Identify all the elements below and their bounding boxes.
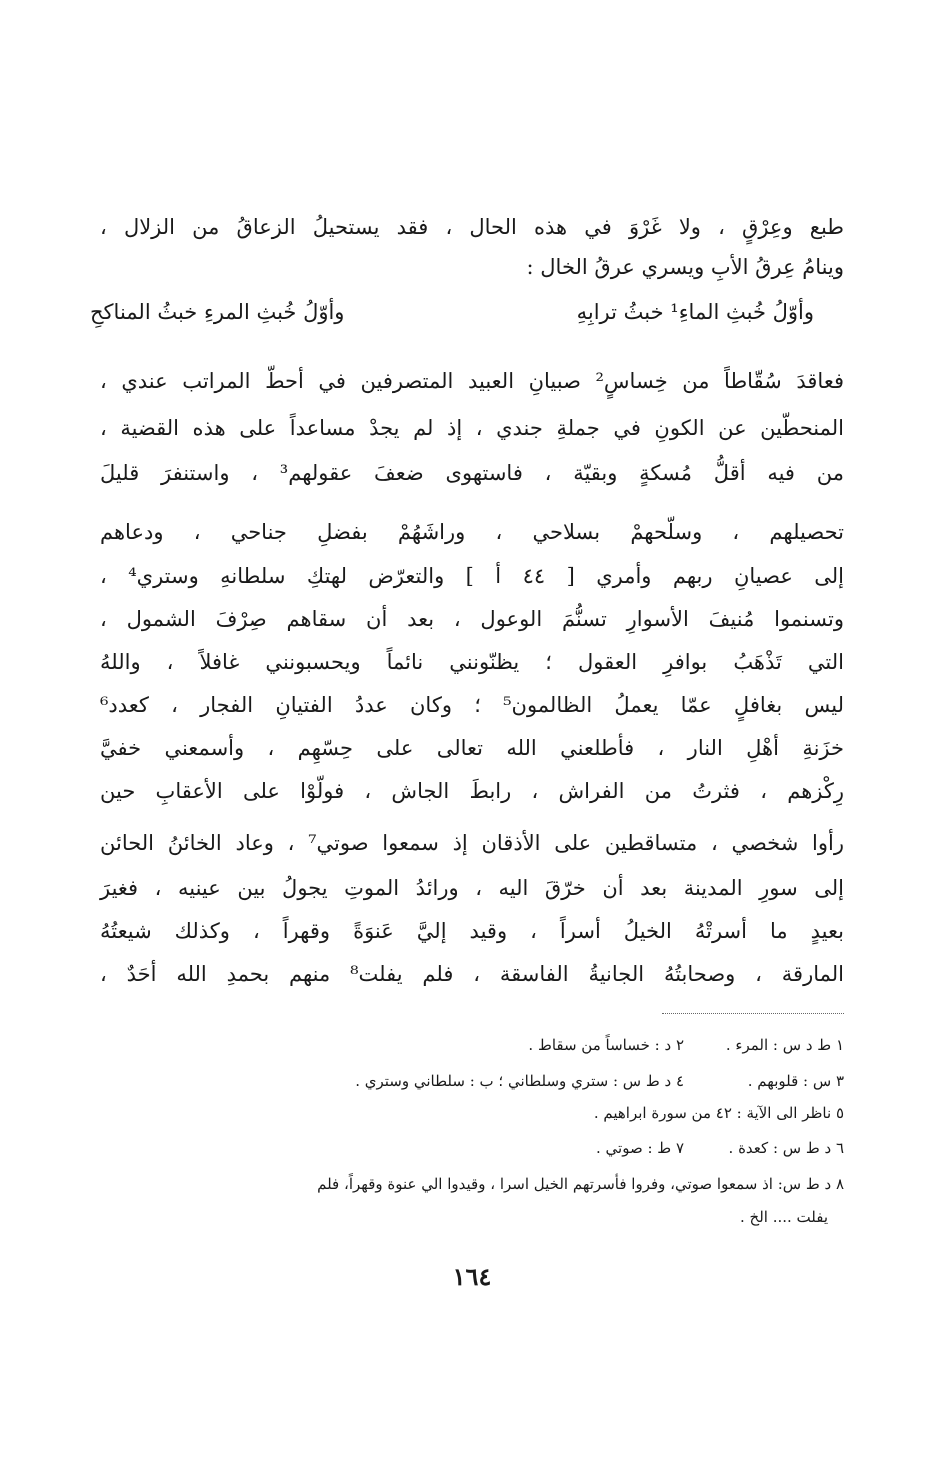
text-line: خزَنةِ أهْلِ النار ، فأطلعني الله تعالى على حِسّهِم ، وأسمعني خفيَّ — [100, 736, 844, 760]
text-line: تحصيلهم ، وسلّحهمْ بسلاحي ، وراشَهُمْ بفضلِ جناحي ، ودعاهم — [100, 520, 844, 544]
text-line: طبع وعِرْقٍ ، ولا غَرْوَ في هذه الحال ، فقد يستحيلُ الزعاقُ من الزلال ، — [100, 215, 844, 239]
footnote-separator — [662, 1013, 844, 1014]
page-number: ١٦٤ — [452, 1262, 492, 1291]
footnote: ٢ د : خساساً من سقاط . — [528, 1036, 684, 1054]
poem-verse — [90, 300, 844, 334]
footnote: ٤ د ط س : ستري وسلطاني ؛ ب : سلطاني وستري . — [355, 1072, 684, 1090]
footnote-line — [100, 1206, 828, 1228]
footnote-line — [100, 1102, 844, 1124]
text-line: إلى سورِ المدينة بعد أن خرّقَ اليه ، ورائدُ الموتِ يجولُ بين عينيه ، فغيرَ — [100, 876, 844, 900]
text-line: المنحطّين عن الكونِ في جملةِ جندي ، إذ لم يجدْ مساعداً على هذه القضية ، — [100, 416, 844, 440]
text-line: فعاقدَ سُقّاطاً من خِساسٍ² صبيانِ العبيد المتصرفين في أحطّ المراتب عندي ، — [100, 369, 844, 393]
book-page — [90, 0, 845, 1473]
footnote-line — [100, 1137, 844, 1159]
footnote: يفلت .... الخ . — [739, 1208, 828, 1226]
footnote: ٥ ناظر الى الآية : ٤٢ من سورة ابراهيم . — [593, 1104, 844, 1122]
text-line: إلى عصيانِ ربهم وأمري [ ٤٤ أ ] والتعرّض لهتكِ سلطانهِ وستري⁴ ، — [100, 564, 845, 588]
footnote-line — [100, 1173, 844, 1195]
text-line: التي تَذْهَبُ بوافرِ العقول ؛ يظنّونني نائماً ويحسبونني غافلاً ، واللهُ — [100, 650, 844, 674]
footnote: ٣ س : قلوبهم . — [747, 1072, 844, 1090]
footnote: ١ ط د س : المرء . — [725, 1036, 844, 1054]
footnote-line — [100, 1070, 844, 1092]
text-line: من فيه أقلُّ مُسكةٍ وبقيّة ، فاستهوى ضعفَ عقولهم³ ، واستنفرَ قليلَ — [100, 461, 844, 485]
text-line: وتسنموا مُنيفَ الأسوارِ تسنُّمَ الوعول ، بعد أن سقاهم صِرْفَ الشمول ، — [100, 607, 844, 631]
verse-hemistich-second: وأوّلُ خُبثِ المرءِ خبثُ المناكحِ — [90, 300, 345, 324]
text-line: رأوا شخصي ، متساقطين على الأذقان إذ سمعوا صوتي⁷ ، وعاد الخائنُ الحائن — [100, 831, 844, 855]
text-line: رِكْزهم ، فثرتُ من الفراش ، رابطَ الجاش ، فولّوْا على الأعقابِ حين — [100, 779, 844, 803]
footnote: ٨ د ط س: اذ سمعوا صوتي، وفروا فأسرتهم الخيل اسرا ، وقيدوا الي عنوة وقهراً، فلم — [317, 1175, 844, 1193]
verse-hemistich-first: وأوّلُ خُبثِ الماءِ¹ خبثُ ترابِهِ — [576, 300, 814, 324]
text-line: بعيدٍ ما أسرتْهُ الخيلُ أسراً ، وقيد إليَّ عَنوَةً وقهراً ، وكذلك شيعتُهُ — [100, 919, 844, 943]
footnote: ٧ ط : صوتي . — [596, 1139, 684, 1157]
footnote-line — [100, 1034, 844, 1056]
text-line: ليس بغافلٍ عمّا يعملُ الظالمون⁵ ؛ وكان عددُ الفتيانِ الفجار ، كعدد⁶ — [100, 693, 844, 717]
text-line: المارقة ، وصحابتُهُ الجانيةُ الفاسقة ، فلم يفلت⁸ منهم بحمدِ الله أحَدٌ ، — [100, 962, 844, 986]
text-line: وينامُ عِرقُ الأبِ ويسري عرقُ الخال : — [526, 255, 844, 279]
footnote: ٦ د ط س : كعدة . — [728, 1139, 844, 1157]
